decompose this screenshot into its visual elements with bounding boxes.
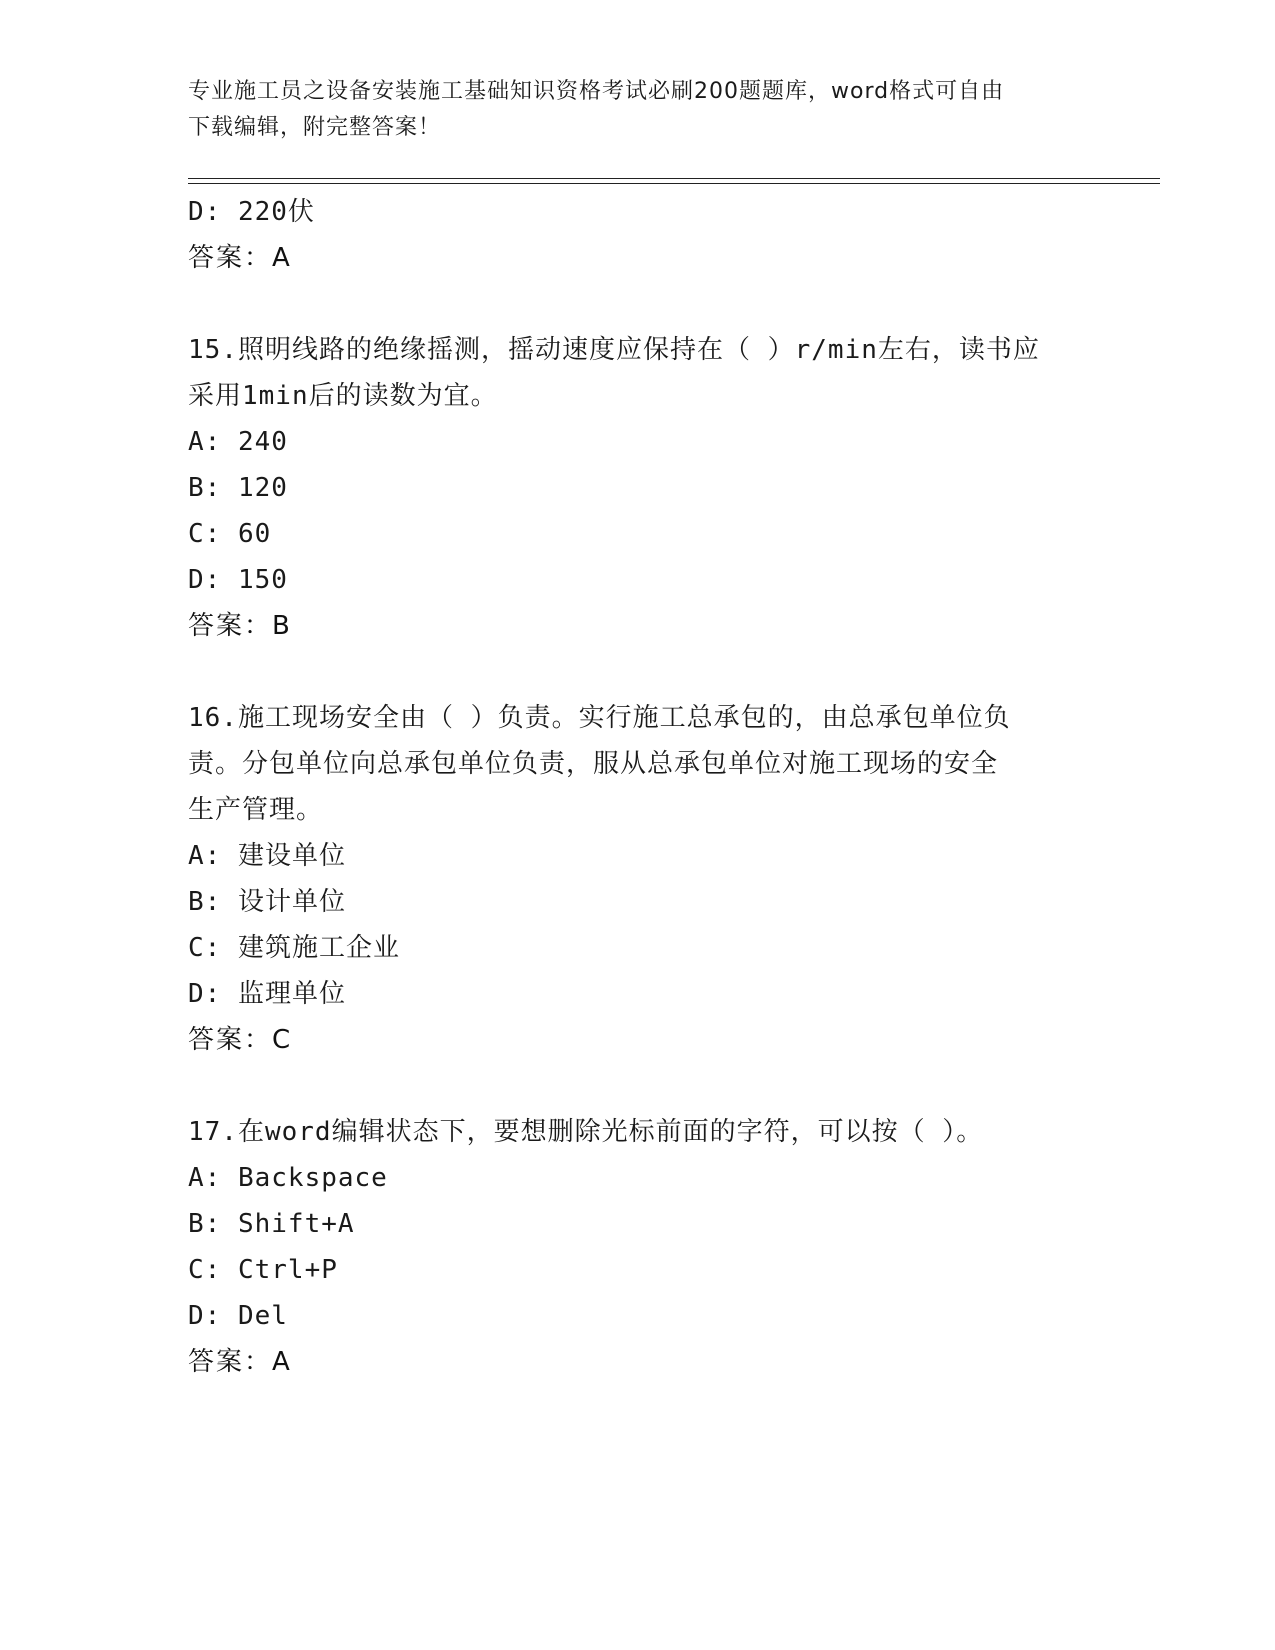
option-d: D: 220伏 [188,197,315,227]
option-d: D: 150 [188,565,288,595]
option-b: B: 120 [188,473,288,503]
spacer [188,649,1088,695]
previous-question-tail [188,189,1088,281]
answer-line: 答案：C [188,1025,293,1055]
document-header [188,74,1088,146]
answer-line: 答案：A [188,1347,292,1377]
question-16 [188,695,1088,1063]
option-c: C: Ctrl+P [188,1255,338,1285]
option-c: C: 建筑施工企业 [188,933,400,963]
option-a: A: 240 [188,427,288,457]
option-b: B: Shift+A [188,1209,355,1239]
header-line-1: 专业施工员之设备安装施工基础知识资格考试必刷200题题库，word格式可自由 [188,79,1005,104]
header-rule-top [188,178,1160,179]
question-15 [188,327,1088,649]
option-d: D: Del [188,1301,288,1331]
question-stem: 15.照明线路的绝缘摇测，摇动速度应保持在（ ）r/min左右，读书应 [188,335,1040,365]
question-stem: 采用1min后的读数为宜。 [188,381,498,411]
question-stem: 生产管理。 [188,795,324,825]
question-stem: 17.在word编辑状态下，要想删除光标前面的字符，可以按（ ）。 [188,1117,984,1147]
question-17 [188,1109,1088,1385]
option-c: C: 60 [188,519,272,549]
answer-line: 答案：B [188,611,292,641]
option-a: A: Backspace [188,1163,388,1193]
question-stem: 责。分包单位向总承包单位负责，服从总承包单位对施工现场的安全 [188,749,999,779]
answer-line: 答案：A [188,243,292,273]
document-body [188,189,1088,1385]
spacer [188,1063,1088,1109]
option-d: D: 监理单位 [188,979,346,1009]
question-stem: 16.施工现场安全由（ ）负责。实行施工总承包的，由总承包单位负 [188,703,1011,733]
option-a: A: 建设单位 [188,841,346,871]
option-b: B: 设计单位 [188,887,346,917]
spacer [188,281,1088,327]
header-rule-bottom [188,183,1160,184]
header-line-2: 下载编辑，附完整答案！ [188,115,442,140]
